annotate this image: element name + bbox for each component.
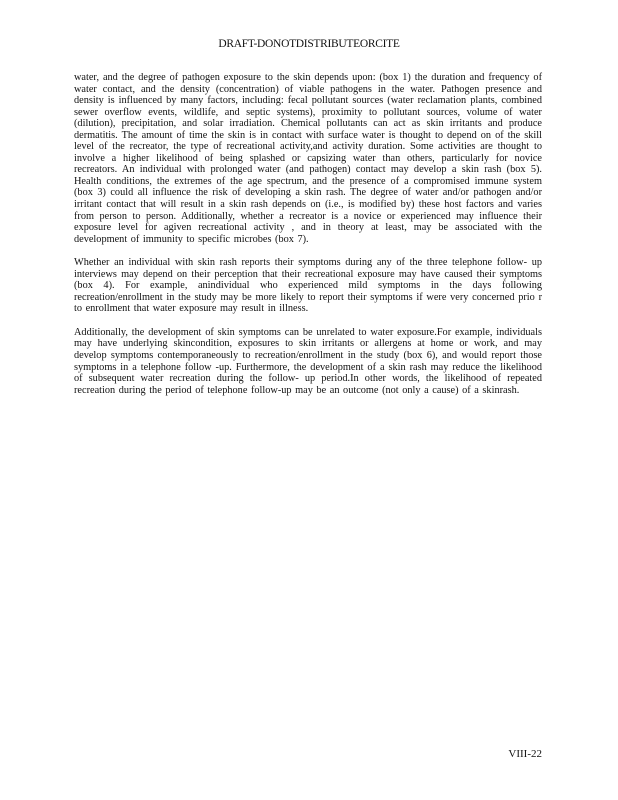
paragraph-3: Additionally, the development of skin symptoms can be unrelated to water exposure.For example, individuals may have underlying skincondition, exposures to skin irritants or allergens at home or work, and may develop symptoms contemporaneously to recreation/enrollment in the study (box 6), and would report those symptoms in a telephone follow -up. Furthermore, the development of a skin rash may reduce the likelihood of subsequent water recreation during the follow- up period.In other words, the likelihood of repeated recreation during the period of telephone follow-up may be an outcome (not only a cause) of a skinrash.	[74, 326, 542, 396]
paragraph-2: Whether an individual with skin rash reports their symptoms during any of the three telephone follow- up interviews may depend on their perception that their recreational exposure may have caused their symptoms (box 4). For example, anindividual who experienced mild symptoms in the days following recreation/enrollment in the study may be more likely to report their symptoms if were very concerned prio r to enrollment that water exposure may result in illness.	[74, 257, 542, 315]
page-body	[74, 72, 542, 408]
paragraph-1: water, and the degree of pathogen exposure to the skin depends upon: (box 1) the duration and frequency of water contact, and the density (concentration) of viable pathogens in the water. Pathogen presence and density is influenced by many factors, including: fecal pollutant sources (water reclamation plants, combined sewer overflow events, wildlife, and septic systems), proximity to pollutant sources, volume of water (dilution), precipitation, and solar irradiation. Chemical pollutants can act as skin irritants and produce dermatitis. The amount of time the skin is in contact with surface water is thought to depend on of the skill level of the recreator, the type of recreational activity,and activity duration. Some activities are thought to involve a higher likelihood of being splashed or capsizing water than others, particularly for novice recreators. An individual with prolonged water (and pathogen) contact may develop a skin rash (box 5). Health conditions, the extremes of the age spectrum, and the presence of a compromised immune system (box 3) could all influence the risk of developing a skin rash. The degree of water and/or pathogen and/or irritant contact that will result in a skin rash depends on (i.e., is modified by) these host factors and varies from person to person. Additionally, whether a recreator is a novice or experienced may influence their exposure level for agiven recreational activity , and in theory at least, may be associated with the development of immunity to specific microbes (box 7).	[74, 72, 542, 245]
page-header: DRAFT-DONOTDISTRIBUTEORCITE	[218, 38, 400, 50]
page-number: VIII-22	[508, 748, 542, 760]
